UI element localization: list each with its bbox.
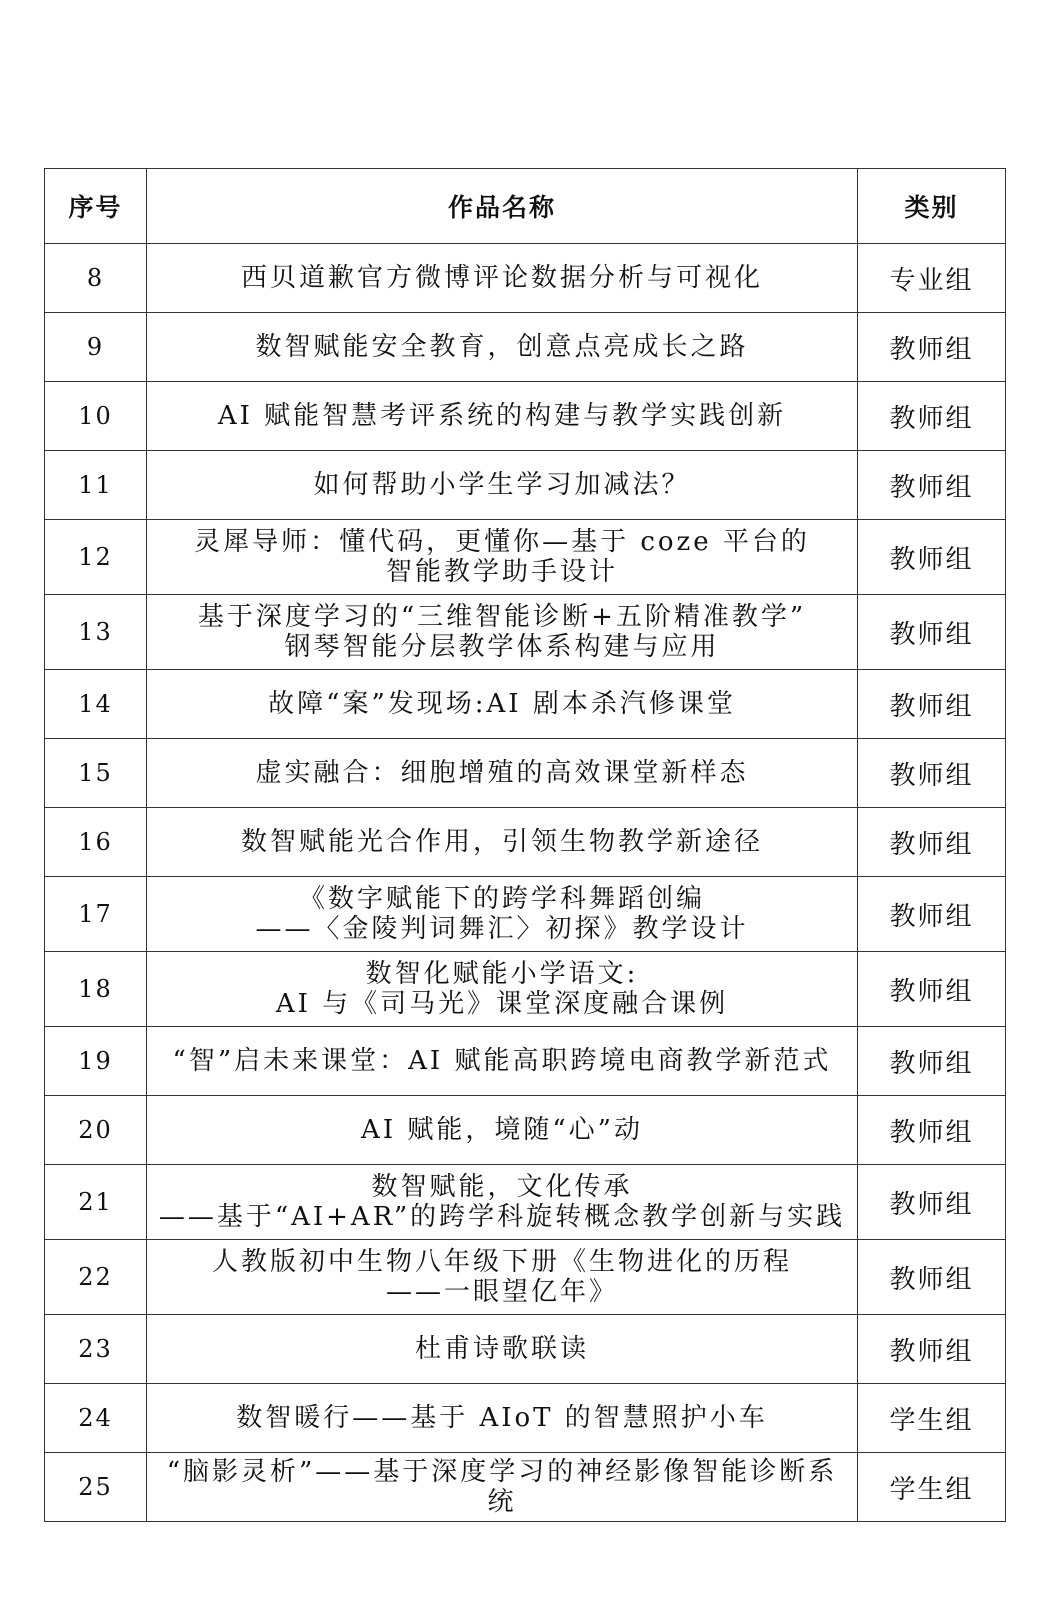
work-title-line: 数智赋能安全教育，创意点亮成长之路 (255, 332, 749, 362)
table-row (45, 1096, 1006, 1165)
row-number: 25 (45, 1453, 147, 1522)
work-title (147, 1165, 858, 1240)
work-title-line: 数智赋能，文化传承 (371, 1172, 633, 1202)
work-title-line: 虚实融合：细胞增殖的高效课堂新样态 (255, 758, 749, 788)
table-row (45, 313, 1006, 382)
work-title-line: “脑影灵析”——基于深度学习的神经影像智能诊断系 (166, 1457, 838, 1487)
work-category: 教师组 (858, 1315, 1006, 1384)
table-row (45, 382, 1006, 451)
work-title-line: AI 赋能智慧考评系统的构建与教学实践创新 (217, 401, 787, 431)
works-table (44, 168, 1006, 1522)
work-title (147, 1096, 858, 1165)
row-number: 12 (45, 520, 147, 595)
work-title (147, 1315, 858, 1384)
row-number: 9 (45, 313, 147, 382)
table-header-row (45, 169, 1006, 244)
work-title-line: 杜甫诗歌联读 (414, 1334, 589, 1364)
table-row (45, 877, 1006, 952)
work-title (147, 808, 858, 877)
work-title-line: 基于深度学习的“三维智能诊断+五阶精准教学” (197, 602, 807, 632)
work-title-line: 统 (487, 1487, 517, 1517)
work-title-line: 《数字赋能下的跨学科舞蹈创编 (298, 884, 705, 914)
row-number: 17 (45, 877, 147, 952)
row-number: 21 (45, 1165, 147, 1240)
work-title-line: ——〈金陵判词舞汇〉初探》教学设计 (255, 914, 749, 944)
work-category: 教师组 (858, 1240, 1006, 1315)
row-number: 23 (45, 1315, 147, 1384)
work-title-line: AI 与《司马光》课堂深度融合课例 (275, 989, 729, 1019)
table-row (45, 451, 1006, 520)
table-row (45, 808, 1006, 877)
work-title (147, 520, 858, 595)
table-row (45, 244, 1006, 313)
table-row (45, 1315, 1006, 1384)
work-title (147, 313, 858, 382)
table-row (45, 1384, 1006, 1453)
row-number: 15 (45, 739, 147, 808)
work-title (147, 244, 858, 313)
work-title (147, 877, 858, 952)
work-title-line: 数智化赋能小学语文: (365, 959, 639, 989)
work-category: 教师组 (858, 877, 1006, 952)
work-title-line: 人教版初中生物八年级下册《生物进化的历程 (211, 1247, 792, 1277)
work-title-line: 如何帮助小学生学习加减法？ (313, 470, 691, 500)
row-number: 10 (45, 382, 147, 451)
work-title-line: 钢琴智能分层教学体系构建与应用 (284, 632, 720, 662)
work-category: 专业组 (858, 244, 1006, 313)
table-row (45, 952, 1006, 1027)
table-row (45, 1240, 1006, 1315)
work-category: 教师组 (858, 520, 1006, 595)
work-title (147, 595, 858, 670)
work-category: 教师组 (858, 739, 1006, 808)
work-title-line: 数智暖行——基于 AIoT 的智慧照护小车 (236, 1403, 768, 1433)
table-row (45, 1453, 1006, 1522)
work-category: 教师组 (858, 808, 1006, 877)
work-category: 教师组 (858, 313, 1006, 382)
header-num: 序号 (45, 169, 147, 244)
table-row (45, 1027, 1006, 1096)
header-category: 类别 (858, 169, 1006, 244)
row-number: 14 (45, 670, 147, 739)
row-number: 20 (45, 1096, 147, 1165)
work-title (147, 451, 858, 520)
work-title-line: “智”启未来课堂：AI 赋能高职跨境电商教学新范式 (172, 1046, 832, 1076)
work-title-line: 数智赋能光合作用，引领生物教学新途径 (240, 827, 763, 857)
work-category: 教师组 (858, 382, 1006, 451)
work-title-line: 灵犀导师：懂代码，更懂你—基于 coze 平台的 (194, 527, 810, 557)
row-number: 8 (45, 244, 147, 313)
work-category: 教师组 (858, 670, 1006, 739)
table-row (45, 670, 1006, 739)
work-title (147, 952, 858, 1027)
table-row (45, 1165, 1006, 1240)
work-category: 教师组 (858, 952, 1006, 1027)
work-title (147, 1240, 858, 1315)
work-title (147, 1027, 858, 1096)
row-number: 11 (45, 451, 147, 520)
work-title-line: AI 赋能，境随“心”动 (361, 1115, 643, 1145)
work-title-line: 西贝道歉官方微博评论数据分析与可视化 (240, 263, 763, 293)
work-title (147, 670, 858, 739)
work-title (147, 382, 858, 451)
work-category: 学生组 (858, 1453, 1006, 1522)
table-row (45, 739, 1006, 808)
work-title (147, 739, 858, 808)
work-title (147, 1453, 858, 1522)
row-number: 19 (45, 1027, 147, 1096)
work-category: 学生组 (858, 1384, 1006, 1453)
work-title-line: 故障“案”发现场:AI 剧本杀汽修课堂 (268, 689, 736, 719)
row-number: 22 (45, 1240, 147, 1315)
work-category: 教师组 (858, 595, 1006, 670)
row-number: 18 (45, 952, 147, 1027)
work-category: 教师组 (858, 451, 1006, 520)
work-title (147, 1384, 858, 1453)
work-title-line: ——基于“AI+AR”的跨学科旋转概念教学创新与实践 (158, 1202, 846, 1232)
work-category: 教师组 (858, 1027, 1006, 1096)
row-number: 13 (45, 595, 147, 670)
table-row (45, 595, 1006, 670)
table-body (45, 244, 1006, 1522)
header-name: 作品名称 (147, 169, 858, 244)
row-number: 16 (45, 808, 147, 877)
work-category: 教师组 (858, 1165, 1006, 1240)
work-title-line: 智能教学助手设计 (385, 557, 618, 587)
work-category: 教师组 (858, 1096, 1006, 1165)
work-title-line: ——一眼望亿年》 (385, 1277, 618, 1307)
row-number: 24 (45, 1384, 147, 1453)
table-row (45, 520, 1006, 595)
